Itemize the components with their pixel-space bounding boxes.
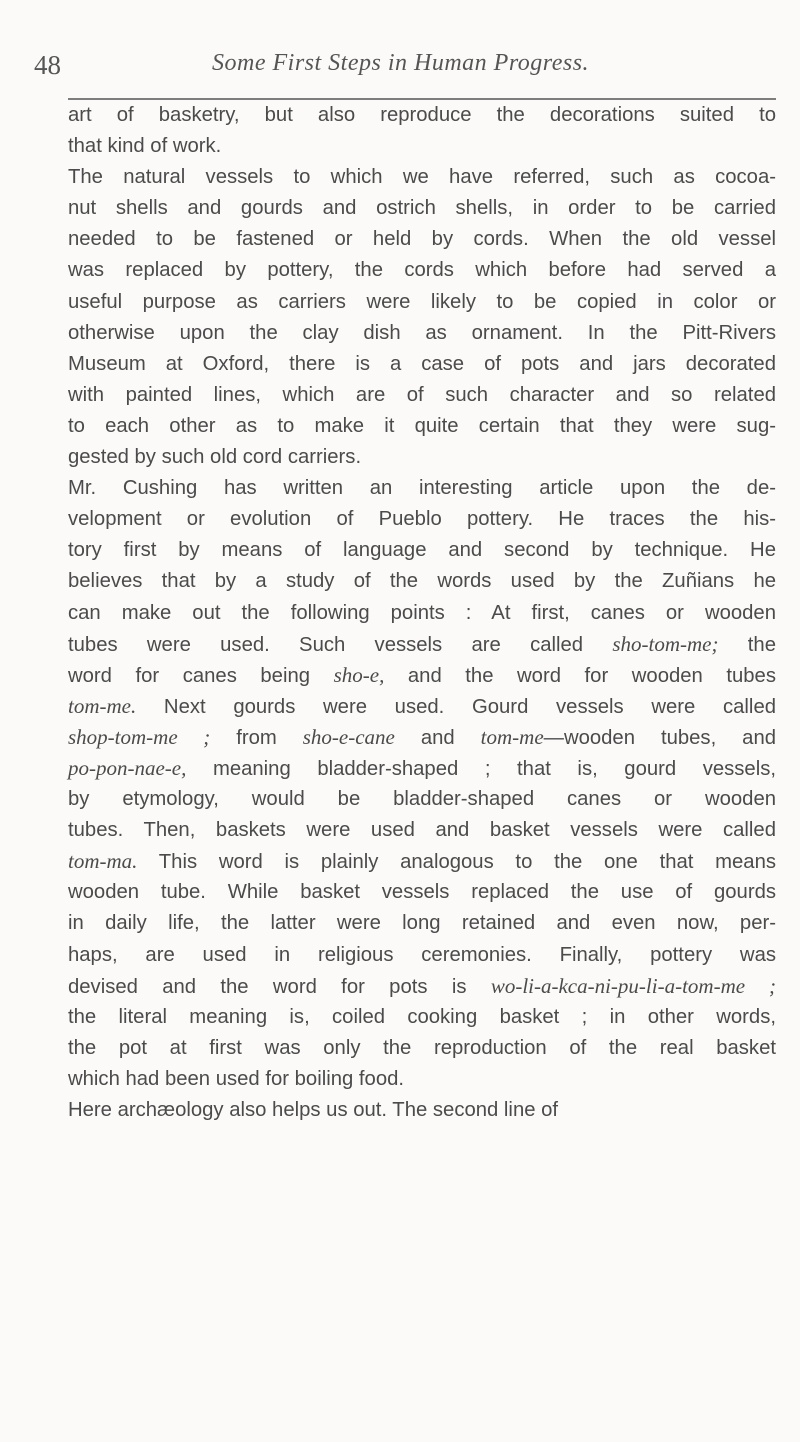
text-line [68, 877, 776, 908]
text-line [68, 784, 776, 815]
text-run: from [210, 726, 303, 749]
italic-term: sho-tom-me; [612, 631, 719, 656]
text-line [68, 193, 776, 224]
text-line [68, 566, 776, 597]
text-line [68, 691, 776, 722]
text-run: and [394, 726, 481, 749]
text-line [68, 162, 776, 193]
text-run: Here archæology also helps us out. The second line of [68, 1099, 559, 1121]
text-run: with painted lines, which are of such character and so related [68, 383, 776, 406]
text-line [68, 380, 776, 411]
text-run: the [718, 633, 776, 656]
italic-term: po-pon-nae-e, [68, 755, 187, 780]
text-line [68, 660, 776, 691]
text-line [68, 1064, 776, 1095]
text-run: the literal meaning is, coiled cooking basket ; in other words, [68, 1005, 776, 1028]
text-line [68, 598, 776, 629]
running-head [0, 50, 800, 90]
text-run: gested by such old cord carriers. [68, 446, 362, 469]
text-line [68, 846, 776, 877]
text-run: art of basketry, but also reproduce the decorations suited to [68, 104, 776, 126]
text-run: which had been used for boiling food. [68, 1067, 405, 1090]
text-run: This word is plainly analogous to the one that means [137, 851, 776, 874]
text-line [68, 349, 776, 380]
page-number: 48 [34, 50, 61, 80]
text-run: The natural vessels to which we have referred, such as cocoa- [68, 166, 776, 189]
italic-term: tom-ma. [68, 849, 138, 874]
text-run: nut shells and gourds and ostrich shells, in order to be carried [68, 197, 776, 220]
text-run: word for canes being [68, 664, 334, 687]
text-line [68, 318, 776, 349]
text-run: Next gourds were used. Gourd vessels were called [136, 695, 776, 718]
text-run: velopment or evolution of Pueblo pottery. He traces the his- [68, 508, 776, 531]
text-run: —wooden tubes, and [543, 726, 777, 749]
text-line [68, 629, 776, 660]
text-line [68, 504, 776, 535]
italic-term: tom-me [480, 724, 544, 749]
text-run: can make out the following points : At first, canes or wooden [68, 601, 776, 624]
text-run: in daily life, the latter were long retained and even now, per- [68, 912, 776, 935]
text-line [68, 255, 776, 286]
italic-term: shop-tom-me ; [68, 724, 211, 749]
text-line [68, 442, 776, 473]
text-line [68, 940, 776, 971]
text-run: useful purpose as carriers were likely to be copied in color or [68, 290, 776, 313]
text-run: tubes were used. Such vessels are called [68, 633, 613, 656]
text-run: believes that by a study of the words used by the Zuñians he [68, 570, 776, 593]
text-run: needed to be fastened or held by cords. When the old vessel [68, 228, 776, 251]
text-run: haps, are used in religious ceremonies. Finally, pottery was [68, 943, 776, 966]
text-run: Museum at Oxford, there is a case of pots and jars decorated [68, 352, 776, 375]
text-run: devised and the word for pots is [68, 975, 491, 998]
text-run: Mr. Cushing has written an interesting article upon the de- [68, 477, 776, 500]
italic-term: tom-me. [68, 693, 137, 718]
text-line [68, 971, 776, 1002]
text-run: the pot at first was only the reproduction of the real basket [68, 1036, 776, 1059]
text-line [68, 473, 776, 504]
text-run: wooden tube. While basket vessels replaced the use of gourds [68, 881, 776, 904]
text-run: was replaced by pottery, the cords which before had served a [68, 259, 776, 282]
text-line [68, 722, 776, 753]
italic-term: wo-li-a-kca-ni-pu-li-a-tom-me ; [490, 973, 776, 998]
text-run: tory first by means of language and second by technique. He [68, 539, 776, 562]
text-line [68, 131, 776, 162]
running-title: Some First Steps in Human Progress. [212, 50, 590, 76]
italic-term: sho-e-cane [302, 724, 395, 749]
text-line [68, 815, 776, 846]
text-line [68, 908, 776, 939]
body-text [68, 100, 776, 1126]
text-line [68, 224, 776, 255]
text-line [68, 411, 776, 442]
text-line [68, 100, 776, 131]
text-line [68, 1095, 776, 1126]
text-line [68, 753, 776, 784]
italic-term: sho-e, [333, 662, 385, 687]
text-line [68, 287, 776, 318]
text-line [68, 535, 776, 566]
text-run: meaning bladder-shaped ; that is, gourd vessels, [186, 757, 776, 780]
text-run: and the word for wooden tubes [384, 664, 776, 687]
text-line [68, 1033, 776, 1064]
text-run: tubes. Then, baskets were used and basket vessels were called [68, 819, 776, 842]
text-run: by etymology, would be bladder-shaped canes or wooden [68, 788, 776, 811]
text-line [68, 1002, 776, 1033]
text-run: that kind of work. [68, 135, 222, 158]
text-run: to each other as to make it quite certain that they were sug- [68, 414, 776, 437]
text-run: otherwise upon the clay dish as ornament. In the Pitt-Rivers [68, 321, 776, 344]
